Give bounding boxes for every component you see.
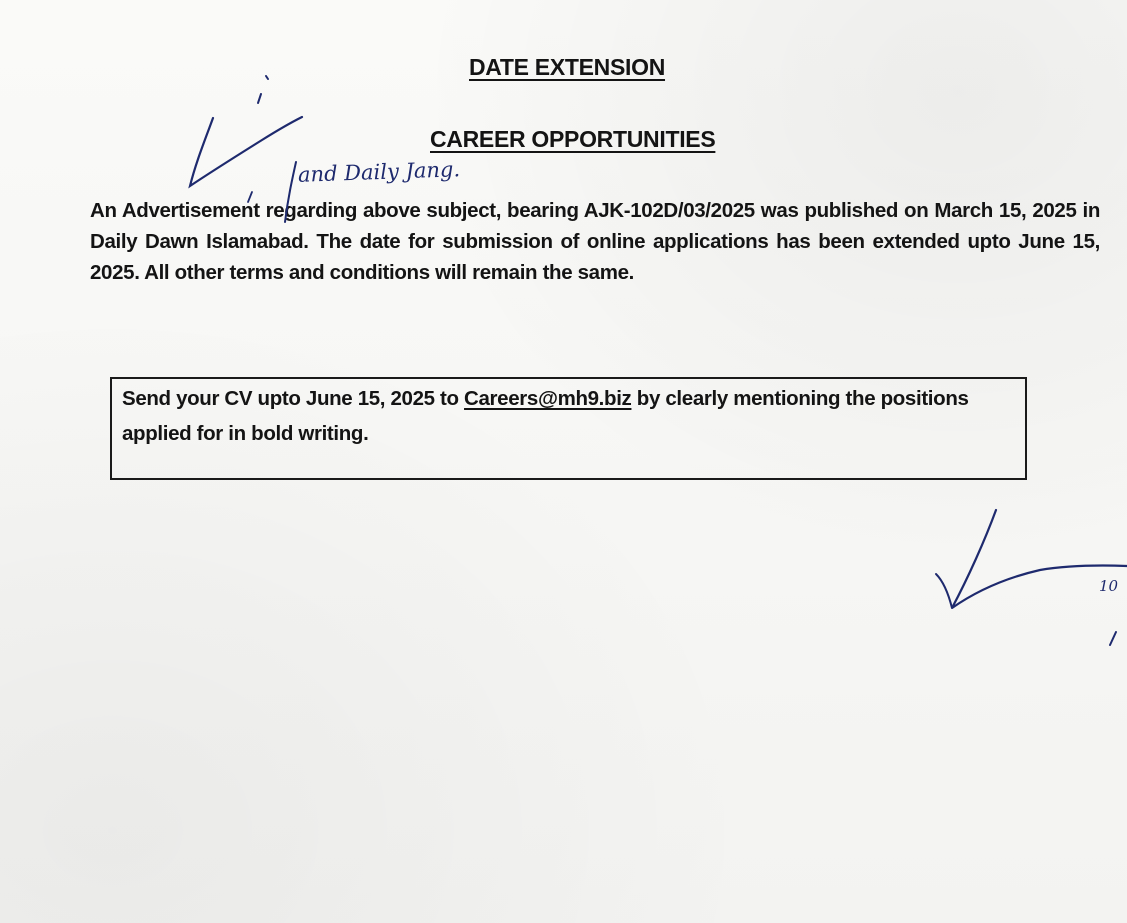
cv-submission-text [122, 381, 1022, 451]
cv-text-after-email: by clearly mentioning the positions applied for in bold writing. [122, 387, 969, 445]
cv-text-before-email: Send your CV upto June 15, 2025 to [122, 387, 465, 410]
careers-email-link[interactable]: Careers@mh9.biz [464, 387, 632, 410]
signature-dot-mark [266, 76, 268, 79]
handwritten-insert-note: and Daily Jang. [297, 157, 461, 187]
date-extension-heading: DATE EXTENSION [469, 54, 666, 80]
initials-signature-top [190, 117, 302, 186]
margin-slash-mark [1110, 632, 1116, 645]
career-opportunities-heading: CAREER OPPORTUNITIES [430, 126, 716, 152]
advertisement-paragraph: An Advertisement regarding above subject, bearing AJK-102D/03/2025 was published on March 15, 2025 in Daily Dawn Islamabad. The date for submission of online applications has been extended upto June 15, 2025. All other terms and conditions will remain the same. [90, 199, 1100, 284]
cv-submission-box [110, 377, 1027, 480]
signature-hook-mark [936, 574, 952, 608]
handwritten-margin-number: 10 [1099, 577, 1119, 595]
signature-tick-mark [258, 94, 261, 103]
